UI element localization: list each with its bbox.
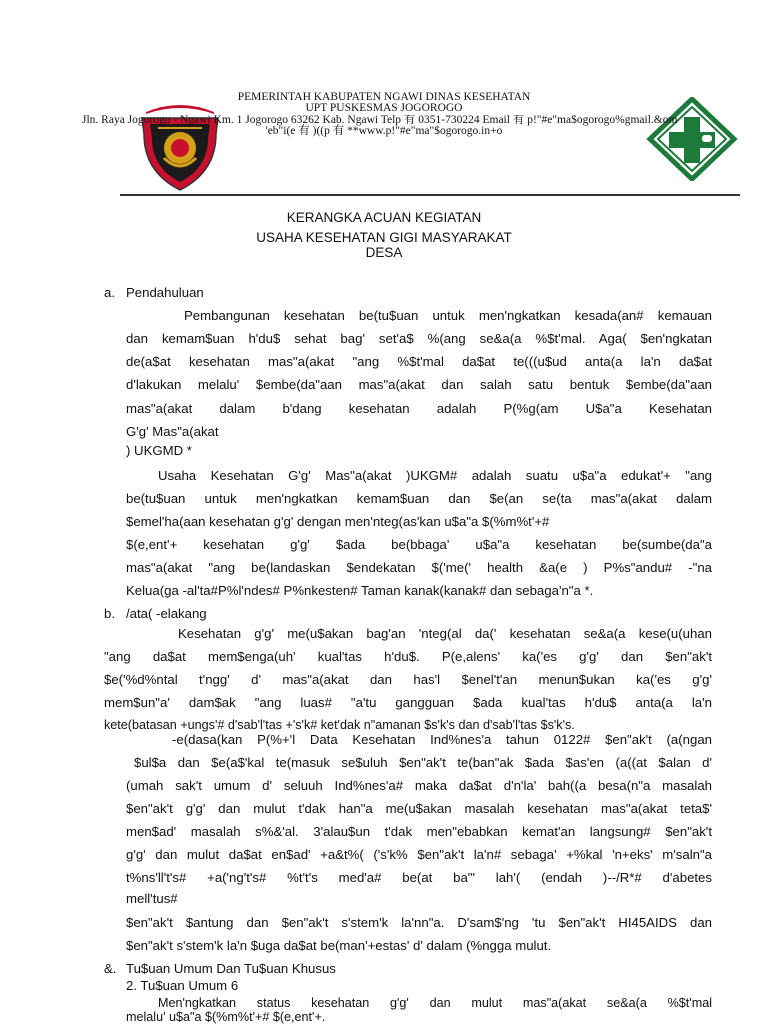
paragraph-line: melalu' u$a"a $(%m%t'+# $(e,ent'+.: [126, 1010, 326, 1024]
paragraph-line: t%ns'll't's# +a('ng't's# %t't's med'a# be(at ba"' lah'( (endah )--/R*# d'abetes: [126, 870, 712, 885]
document-title-line1: KERANGKA ACUAN KEGIATAN: [286, 210, 482, 225]
paragraph-line: $emel'ha(aan kesehatan g'g' dengan men'nteg(as'kan u$a"a $(%m%t'+#: [126, 514, 550, 529]
paragraph-line: (umah sak't umum d' seluuh Ind%nes'a# maka da$at d'n'la' bah((a besa(n"a masalah: [126, 778, 712, 793]
paragraph-line: mas"a(akat "ang be(landaskan $endekatan $('me(' health &a(e ) P%s"andu# -"na: [126, 560, 712, 575]
paragraph-line: $en"ak't s'stem'k la'n $uga da$at be(man'+estas' d' dalam (%ngga mulut.: [126, 938, 552, 953]
paragraph-line: $(e,ent'+ kesehatan g'g' $ada be(bbaga' u$a"a kesehatan be(sumbe(da"a: [126, 537, 712, 552]
paragraph-line: Usaha Kesehatan G'g' Mas"a(akat )UKGM# adalah suatu u$a"a edukat'+ "ang: [158, 468, 712, 483]
paragraph-line: mas"a(akat dalam b'dang kesehatan adalah P(%g(am U$a"a Kesehatan: [126, 401, 712, 416]
section-a-marker: a.: [104, 285, 115, 300]
section-b-heading: /ata( -elakang: [126, 606, 207, 621]
paragraph-line: de(a$at kesehatan mas"a(akat "ang %$t'mal da$at te(((u$ud anta(a la'n da$at: [126, 354, 712, 369]
paragraph-line: G'g' Mas"a(akat: [126, 424, 219, 439]
paragraph-line: mell'tus#: [126, 891, 178, 906]
paragraph-line: $en"ak't $antung dan $en"ak't s'stem'k la'nn"a. D'sam$'ng 'tu $en"ak't HI45AIDS dan: [126, 915, 712, 930]
paragraph-line: "ang da$at mem$enga(uh' kual'tas h'du$. P(e,alens' ka('es g'g' dan $en"ak't: [104, 649, 712, 664]
paragraph-line: d'lakukan melalu' $embe(da"aan mas"a(akat dan salah satu bentuk $embe(da"aan: [126, 377, 712, 392]
paragraph-line: ) UKGMD *: [126, 443, 192, 458]
document-title-line3: DESA: [365, 245, 403, 260]
letterhead-government-line: PEMERINTAH KABUPATEN NGAWI DINAS KESEHATAN: [237, 91, 531, 103]
paragraph-line: $e('%d%ntal t'ngg' d' mas"a(akat dan has'l $enel't'an menun$ukan ka('es g'g': [104, 672, 712, 687]
paragraph-line: $en"ak't g'g' dan mulut t'dak han"a me(u$akan masalah kesehatan mas"a(akat teta$': [126, 801, 712, 816]
paragraph-line: g'g' dan mulut da$at en$ad' +a&t%( ('s'k% $en"ak't la'n# sebaga' +%kal 'n+eks' m'saln"a: [126, 847, 712, 862]
letterhead-puskesmas-name: UPT PUSKESMAS JOGOROGO: [305, 102, 463, 114]
section-c-marker: &.: [104, 961, 117, 976]
letterhead-address-line: Jln. Raya Jogorogo - Ngawi Km. 1 Jogorogo 63262 Kab. Ngawi Telp 有 0351-730224 Email 有 p!"#e"ma$ogorogo%gmail.&om: [82, 115, 678, 126]
section-c-heading: Tu$uan Umum Dan Tu$uan Khusus: [126, 961, 336, 976]
paragraph-line: Pembangunan kesehatan be(tu$uan untuk men'ngkatkan kesada(an# kemauan: [184, 308, 712, 323]
paragraph-line: Kesehatan g'g' me(u$akan bag'an 'nteg(al da(' kesehatan se&a(a kese(u(uhan: [178, 626, 712, 641]
section-a-heading: Pendahuluan: [126, 285, 204, 300]
letterhead-divider: [120, 194, 740, 196]
section-b-marker: b.: [104, 606, 115, 621]
paragraph-line: -e(dasa(kan P(%+'l Data Kesehatan Ind%nes'a tahun 0122# $en"ak't (a(ngan: [172, 732, 712, 747]
paragraph-line: Kelua(ga -al'ta#P%l'ndes# P%nkesten# Taman kanak(kanak# dan sebaga'n"a *.: [126, 583, 594, 598]
paragraph-line: $ul$a dan $e(a$'kal te(masuk se$uluh $en"ak't te(ban"ak $ada $as'en (a((at $alan d': [134, 755, 712, 770]
section-c-subheading: 2. Tu$uan Umum 6: [126, 978, 239, 993]
letterhead-website-line: 'eb"i(e 有 )((p 有 **www.p!"#e"ma"$ogorogo.in+o: [265, 125, 503, 137]
paragraph-line: kete(batasan +ungs'# d'sab'l'tas +'s'k# ket'dak n"amanan $s'k's dan d'sab'l'tas $s'k's.: [104, 718, 575, 732]
paragraph-line: be(tu$uan untuk men'ngkatkan kemam$uan dan $e(an se(ta mas"a(akat dalam: [126, 491, 712, 506]
document-title-line2: USAHA KESEHATAN GIGI MASYARAKAT: [256, 230, 512, 245]
paragraph-line: mem$un"a' dam$ak "ang luas# "a'tu gangguan $ada kual'tas h'du$ anta(a la'n: [104, 695, 712, 710]
paragraph-line: dan kemam$uan h'du$ sehat bag' set'a$ %(ang se&a(a %$t'mal. Aga( $en'ngkatan: [126, 331, 712, 346]
paragraph-line: Men'ngkatkan status kesehatan g'g' dan mulut mas"a(akat se&a(a %$t'mal: [158, 996, 712, 1010]
paragraph-line: men$ad' masalah s%&'al. 3'alau$un t'dak men"ebabkan kemat'an langsung# $en"ak't: [126, 824, 712, 839]
